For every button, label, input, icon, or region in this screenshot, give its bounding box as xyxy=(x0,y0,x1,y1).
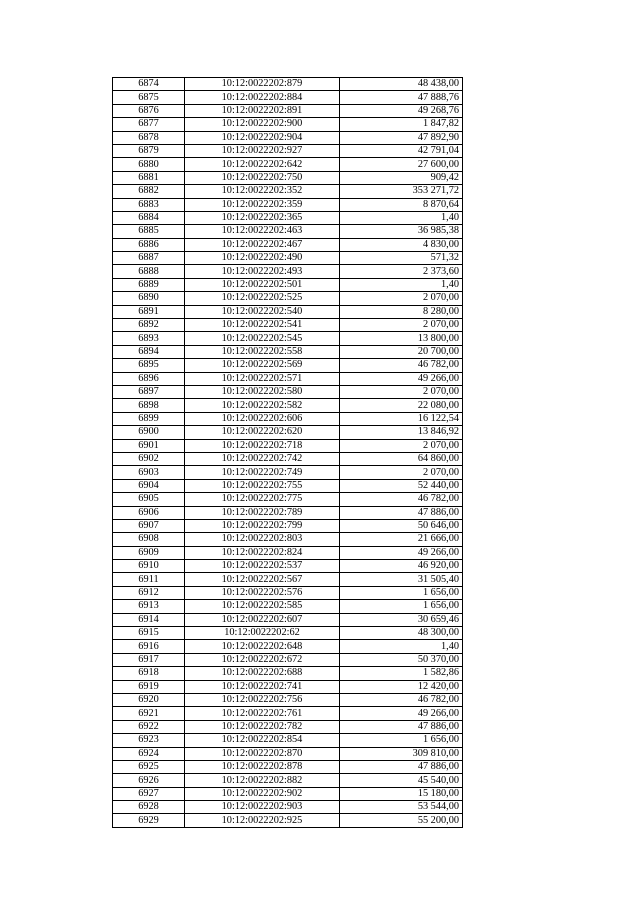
table-row xyxy=(113,158,463,171)
table-row xyxy=(113,399,463,412)
row-number-cell: 6916 xyxy=(113,640,185,653)
cadastral-number-cell: 10:12:0022202:799 xyxy=(185,519,340,532)
row-number-cell: 6896 xyxy=(113,372,185,385)
row-number-cell: 6890 xyxy=(113,292,185,305)
value-cell: 1 656,00 xyxy=(340,734,463,747)
table-body xyxy=(113,78,463,828)
value-cell: 309 810,00 xyxy=(340,747,463,760)
row-number-cell: 6926 xyxy=(113,774,185,787)
cadastral-number-cell: 10:12:0022202:365 xyxy=(185,211,340,224)
row-number-cell: 6921 xyxy=(113,707,185,720)
value-cell: 50 646,00 xyxy=(340,519,463,532)
value-cell: 47 886,00 xyxy=(340,720,463,733)
row-number-cell: 6924 xyxy=(113,747,185,760)
table-row xyxy=(113,278,463,291)
table-row xyxy=(113,627,463,640)
row-number-cell: 6878 xyxy=(113,131,185,144)
cadastral-number-cell: 10:12:0022202:582 xyxy=(185,399,340,412)
table-row xyxy=(113,747,463,760)
table-row xyxy=(113,211,463,224)
row-number-cell: 6899 xyxy=(113,412,185,425)
row-number-cell: 6903 xyxy=(113,466,185,479)
cadastral-number-cell: 10:12:0022202:854 xyxy=(185,734,340,747)
row-number-cell: 6881 xyxy=(113,171,185,184)
value-cell: 12 420,00 xyxy=(340,680,463,693)
table-row xyxy=(113,439,463,452)
value-cell: 8 280,00 xyxy=(340,305,463,318)
cadastral-number-cell: 10:12:0022202:879 xyxy=(185,78,340,91)
value-cell: 53 544,00 xyxy=(340,801,463,814)
value-cell: 30 659,46 xyxy=(340,613,463,626)
cadastral-number-cell: 10:12:0022202:607 xyxy=(185,613,340,626)
row-number-cell: 6891 xyxy=(113,305,185,318)
row-number-cell: 6875 xyxy=(113,91,185,104)
cadastral-number-cell: 10:12:0022202:756 xyxy=(185,693,340,706)
table-row xyxy=(113,359,463,372)
value-cell: 2 070,00 xyxy=(340,319,463,332)
table-row xyxy=(113,78,463,91)
table-row xyxy=(113,519,463,532)
row-number-cell: 6876 xyxy=(113,104,185,117)
table-row xyxy=(113,238,463,251)
value-cell: 1 582,86 xyxy=(340,667,463,680)
table-row xyxy=(113,292,463,305)
cadastral-number-cell: 10:12:0022202:903 xyxy=(185,801,340,814)
value-cell: 45 540,00 xyxy=(340,774,463,787)
row-number-cell: 6923 xyxy=(113,734,185,747)
cadastral-number-cell: 10:12:0022202:900 xyxy=(185,118,340,131)
cadastral-number-cell: 10:12:0022202:741 xyxy=(185,680,340,693)
value-cell: 571,32 xyxy=(340,252,463,265)
value-cell: 2 373,60 xyxy=(340,265,463,278)
cadastral-number-cell: 10:12:0022202:359 xyxy=(185,198,340,211)
cadastral-number-cell: 10:12:0022202:571 xyxy=(185,372,340,385)
cadastral-number-cell: 10:12:0022202:688 xyxy=(185,667,340,680)
row-number-cell: 6882 xyxy=(113,185,185,198)
table-row xyxy=(113,252,463,265)
cadastral-number-cell: 10:12:0022202:493 xyxy=(185,265,340,278)
row-number-cell: 6889 xyxy=(113,278,185,291)
value-cell: 2 070,00 xyxy=(340,466,463,479)
cadastral-number-cell: 10:12:0022202:882 xyxy=(185,774,340,787)
value-cell: 909,42 xyxy=(340,171,463,184)
cadastral-number-cell: 10:12:0022202:718 xyxy=(185,439,340,452)
row-number-cell: 6900 xyxy=(113,426,185,439)
row-number-cell: 6914 xyxy=(113,613,185,626)
table-row xyxy=(113,265,463,278)
table-row xyxy=(113,372,463,385)
cadastral-number-cell: 10:12:0022202:672 xyxy=(185,653,340,666)
row-number-cell: 6909 xyxy=(113,546,185,559)
value-cell: 55 200,00 xyxy=(340,814,463,827)
table-row xyxy=(113,144,463,157)
row-number-cell: 6894 xyxy=(113,345,185,358)
value-cell: 50 370,00 xyxy=(340,653,463,666)
table-row xyxy=(113,426,463,439)
value-cell: 47 886,00 xyxy=(340,506,463,519)
table-row xyxy=(113,385,463,398)
table-row xyxy=(113,760,463,773)
cadastral-number-cell: 10:12:0022202:775 xyxy=(185,493,340,506)
cadastral-number-cell: 10:12:0022202:925 xyxy=(185,814,340,827)
cadastral-number-cell: 10:12:0022202:525 xyxy=(185,292,340,305)
row-number-cell: 6910 xyxy=(113,560,185,573)
table-row xyxy=(113,493,463,506)
row-number-cell: 6897 xyxy=(113,385,185,398)
cadastral-number-cell: 10:12:0022202:789 xyxy=(185,506,340,519)
value-cell: 1,40 xyxy=(340,640,463,653)
value-cell: 1 656,00 xyxy=(340,600,463,613)
table-row xyxy=(113,613,463,626)
value-cell: 2 070,00 xyxy=(340,385,463,398)
row-number-cell: 6915 xyxy=(113,627,185,640)
row-number-cell: 6880 xyxy=(113,158,185,171)
value-cell: 27 600,00 xyxy=(340,158,463,171)
table-row xyxy=(113,91,463,104)
cadastral-number-cell: 10:12:0022202:490 xyxy=(185,252,340,265)
value-cell: 48 438,00 xyxy=(340,78,463,91)
row-number-cell: 6906 xyxy=(113,506,185,519)
table-row xyxy=(113,560,463,573)
row-number-cell: 6908 xyxy=(113,533,185,546)
value-cell: 31 505,40 xyxy=(340,573,463,586)
value-cell: 64 860,00 xyxy=(340,452,463,465)
table-row xyxy=(113,667,463,680)
value-cell: 13 800,00 xyxy=(340,332,463,345)
row-number-cell: 6893 xyxy=(113,332,185,345)
value-cell: 47 892,90 xyxy=(340,131,463,144)
cadastral-number-cell: 10:12:0022202:870 xyxy=(185,747,340,760)
cadastral-number-cell: 10:12:0022202:467 xyxy=(185,238,340,251)
table-row xyxy=(113,305,463,318)
value-cell: 2 070,00 xyxy=(340,292,463,305)
row-number-cell: 6929 xyxy=(113,814,185,827)
cadastral-number-cell: 10:12:0022202:463 xyxy=(185,225,340,238)
value-cell: 1,40 xyxy=(340,278,463,291)
row-number-cell: 6892 xyxy=(113,319,185,332)
cadastral-number-cell: 10:12:0022202:62 xyxy=(185,627,340,640)
table-row xyxy=(113,680,463,693)
table-row xyxy=(113,653,463,666)
row-number-cell: 6887 xyxy=(113,252,185,265)
cadastral-number-cell: 10:12:0022202:620 xyxy=(185,426,340,439)
value-cell: 22 080,00 xyxy=(340,399,463,412)
value-cell: 2 070,00 xyxy=(340,439,463,452)
cadastral-number-cell: 10:12:0022202:501 xyxy=(185,278,340,291)
value-cell: 49 266,00 xyxy=(340,372,463,385)
value-cell: 1,40 xyxy=(340,211,463,224)
table-row xyxy=(113,640,463,653)
value-cell: 49 268,76 xyxy=(340,104,463,117)
table-row xyxy=(113,198,463,211)
value-cell: 16 122,54 xyxy=(340,412,463,425)
row-number-cell: 6925 xyxy=(113,760,185,773)
cadastral-number-cell: 10:12:0022202:884 xyxy=(185,91,340,104)
cadastral-number-cell: 10:12:0022202:878 xyxy=(185,760,340,773)
table-row xyxy=(113,412,463,425)
row-number-cell: 6913 xyxy=(113,600,185,613)
table-row xyxy=(113,319,463,332)
cadastral-number-cell: 10:12:0022202:576 xyxy=(185,586,340,599)
value-cell: 36 985,38 xyxy=(340,225,463,238)
value-cell: 47 888,76 xyxy=(340,91,463,104)
row-number-cell: 6917 xyxy=(113,653,185,666)
value-cell: 46 782,00 xyxy=(340,693,463,706)
row-number-cell: 6895 xyxy=(113,359,185,372)
cadastral-number-cell: 10:12:0022202:585 xyxy=(185,600,340,613)
table-row xyxy=(113,546,463,559)
value-cell: 1 656,00 xyxy=(340,586,463,599)
table-row xyxy=(113,345,463,358)
row-number-cell: 6874 xyxy=(113,78,185,91)
table-row xyxy=(113,787,463,800)
table-row xyxy=(113,707,463,720)
row-number-cell: 6928 xyxy=(113,801,185,814)
value-cell: 52 440,00 xyxy=(340,479,463,492)
cadastral-number-cell: 10:12:0022202:927 xyxy=(185,144,340,157)
cadastral-number-cell: 10:12:0022202:755 xyxy=(185,479,340,492)
value-cell: 49 266,00 xyxy=(340,546,463,559)
table-row xyxy=(113,452,463,465)
table-row xyxy=(113,774,463,787)
table-row xyxy=(113,720,463,733)
table-row xyxy=(113,118,463,131)
table-row xyxy=(113,131,463,144)
value-cell: 48 300,00 xyxy=(340,627,463,640)
cadastral-number-cell: 10:12:0022202:567 xyxy=(185,573,340,586)
cadastral-number-cell: 10:12:0022202:761 xyxy=(185,707,340,720)
value-cell: 46 782,00 xyxy=(340,359,463,372)
row-number-cell: 6905 xyxy=(113,493,185,506)
table-row xyxy=(113,171,463,184)
cadastral-number-cell: 10:12:0022202:545 xyxy=(185,332,340,345)
row-number-cell: 6920 xyxy=(113,693,185,706)
value-cell: 353 271,72 xyxy=(340,185,463,198)
cadastral-number-cell: 10:12:0022202:750 xyxy=(185,171,340,184)
value-cell: 46 920,00 xyxy=(340,560,463,573)
cadastral-number-cell: 10:12:0022202:642 xyxy=(185,158,340,171)
value-cell: 47 886,00 xyxy=(340,760,463,773)
table-row xyxy=(113,533,463,546)
table-row xyxy=(113,573,463,586)
cadastral-number-cell: 10:12:0022202:902 xyxy=(185,787,340,800)
table-row xyxy=(113,600,463,613)
value-cell: 8 870,64 xyxy=(340,198,463,211)
cadastral-number-cell: 10:12:0022202:904 xyxy=(185,131,340,144)
row-number-cell: 6886 xyxy=(113,238,185,251)
table-row xyxy=(113,185,463,198)
table-row xyxy=(113,814,463,827)
table-row xyxy=(113,332,463,345)
row-number-cell: 6918 xyxy=(113,667,185,680)
row-number-cell: 6911 xyxy=(113,573,185,586)
cadastral-number-cell: 10:12:0022202:782 xyxy=(185,720,340,733)
cadastral-number-cell: 10:12:0022202:580 xyxy=(185,385,340,398)
cadastral-number-cell: 10:12:0022202:648 xyxy=(185,640,340,653)
cadastral-number-cell: 10:12:0022202:558 xyxy=(185,345,340,358)
cadastral-number-cell: 10:12:0022202:749 xyxy=(185,466,340,479)
row-number-cell: 6879 xyxy=(113,144,185,157)
row-number-cell: 6884 xyxy=(113,211,185,224)
value-cell: 1 847,82 xyxy=(340,118,463,131)
row-number-cell: 6898 xyxy=(113,399,185,412)
cadastral-number-cell: 10:12:0022202:606 xyxy=(185,412,340,425)
row-number-cell: 6912 xyxy=(113,586,185,599)
cadastral-number-cell: 10:12:0022202:824 xyxy=(185,546,340,559)
row-number-cell: 6927 xyxy=(113,787,185,800)
row-number-cell: 6907 xyxy=(113,519,185,532)
table-row xyxy=(113,801,463,814)
value-cell: 49 266,00 xyxy=(340,707,463,720)
value-cell: 4 830,00 xyxy=(340,238,463,251)
table-row xyxy=(113,104,463,117)
cadastral-number-cell: 10:12:0022202:537 xyxy=(185,560,340,573)
cadastral-number-cell: 10:12:0022202:541 xyxy=(185,319,340,332)
value-cell: 42 791,04 xyxy=(340,144,463,157)
cadastral-number-cell: 10:12:0022202:569 xyxy=(185,359,340,372)
cadastral-number-cell: 10:12:0022202:803 xyxy=(185,533,340,546)
value-cell: 20 700,00 xyxy=(340,345,463,358)
row-number-cell: 6901 xyxy=(113,439,185,452)
row-number-cell: 6883 xyxy=(113,198,185,211)
table-row xyxy=(113,479,463,492)
row-number-cell: 6919 xyxy=(113,680,185,693)
table-row xyxy=(113,225,463,238)
row-number-cell: 6877 xyxy=(113,118,185,131)
table-row xyxy=(113,586,463,599)
row-number-cell: 6904 xyxy=(113,479,185,492)
cadastral-number-cell: 10:12:0022202:352 xyxy=(185,185,340,198)
table-row xyxy=(113,734,463,747)
value-cell: 46 782,00 xyxy=(340,493,463,506)
value-cell: 13 846,92 xyxy=(340,426,463,439)
table-row xyxy=(113,693,463,706)
row-number-cell: 6922 xyxy=(113,720,185,733)
value-cell: 15 180,00 xyxy=(340,787,463,800)
row-number-cell: 6902 xyxy=(113,452,185,465)
cadastral-value-table xyxy=(112,77,463,828)
value-cell: 21 666,00 xyxy=(340,533,463,546)
row-number-cell: 6888 xyxy=(113,265,185,278)
cadastral-number-cell: 10:12:0022202:891 xyxy=(185,104,340,117)
cadastral-number-cell: 10:12:0022202:540 xyxy=(185,305,340,318)
table-row xyxy=(113,506,463,519)
table-row xyxy=(113,466,463,479)
row-number-cell: 6885 xyxy=(113,225,185,238)
cadastral-number-cell: 10:12:0022202:742 xyxy=(185,452,340,465)
